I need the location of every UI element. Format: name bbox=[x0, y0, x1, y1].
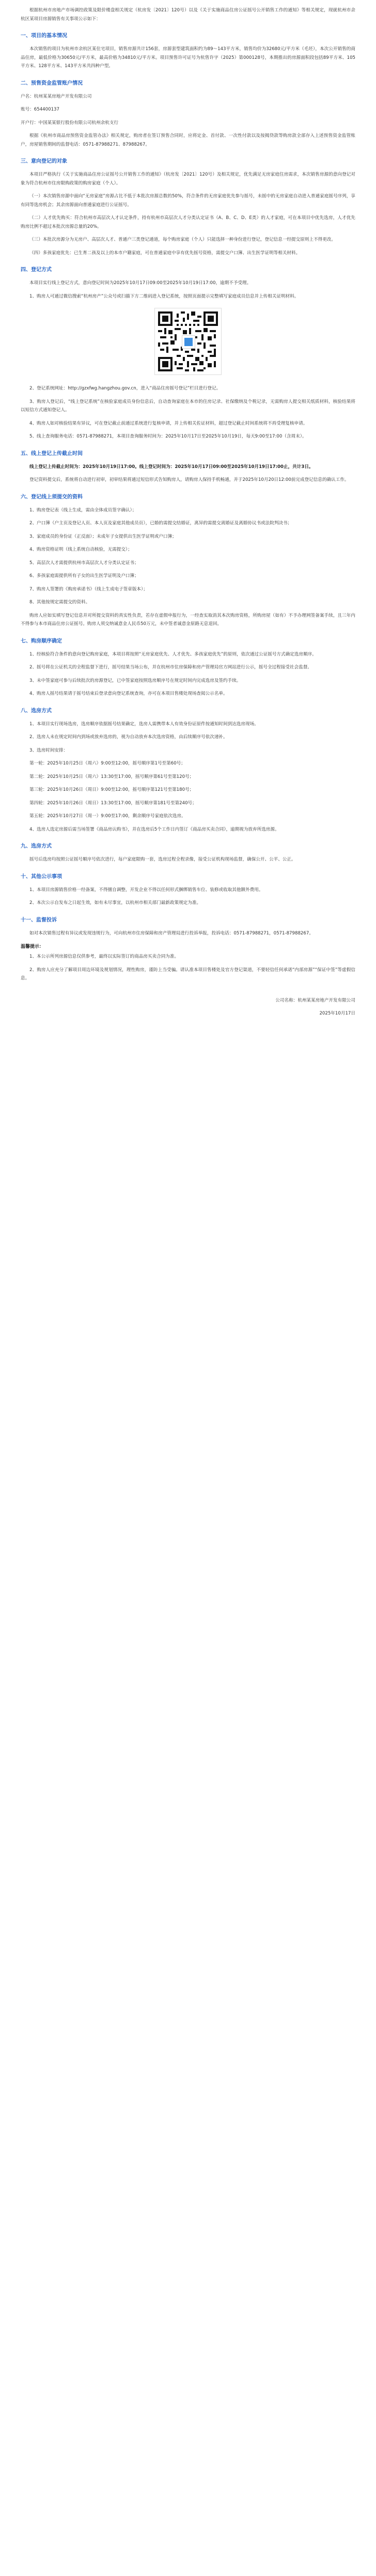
section-1-heading: 一、项目的基本情况 bbox=[21, 33, 67, 39]
section-9-p1: 摇号后选房均按照公证摇号顺序号依次进行，每户家庭限购一套，选房过程全程录像，接受公证机构现场监督，确保公开、公平、公正。 bbox=[29, 857, 296, 862]
section-6-extra: 购房人应如实填写登记信息并对所提交资料的真实性负责，若存在虚假申报行为，一经查实取消其本次购房资格，所购房屋（如有）不予办理网签备案手续，且三年内不得参与本市商品住房公证摇号。购房人须交纳诚意金人民币50万元，未中签者诚意金原路无息退回。 bbox=[21, 613, 355, 627]
section-5-p1: 线上登记上传截止时间为：2025年10月19日17:00。线上登记时间为：2025年10月17日09:00至2025年10月19日17:00止，共计3日。 bbox=[29, 464, 314, 470]
section-4b-p4: 5、线上查询服务电话：0571-87988271，本项目查询服务时间为：2025年10月17日至2025年10月19日，每天9:00至17:00（含周末）。 bbox=[29, 434, 307, 439]
section-4b-p1: 2、登记系统网址：http://gzxfwg.hangzhou.gov.cn，进入“商品住房摇号登记”栏目进行登记。 bbox=[29, 386, 221, 391]
signoff bbox=[21, 996, 355, 1018]
section-11-p1: 如对本次销售过程有异议或发现违规行为，可向杭州市住房保障和房产管理局进行投诉举报，投诉电话：0571-87988271，0571-87988267。 bbox=[29, 930, 314, 936]
section-6-item-1: 1、购房登记表（线上生成，需由全体成员签字确认）； bbox=[29, 507, 137, 513]
section-1-text: 本次销售的项目为杭州市余杭区某住宅项目，销售房源共计156套，房源套型建筑面积约为89～143平方米，销售均价为32680元/平方米（毛坯），本次公开销售的商品住房，最低价格为30650元/平方米，最高价格为34810元/平方米。项目预售许可证号为杭售许字（2025）第000128号，本期推出的房源面积段包括89平方米、105平方米、128平方米、143平方米共四种户型。 bbox=[21, 46, 355, 69]
section-10-p2: 2、本次公示自发布之日起生效，如有未尽事宜，以杭州市相关部门最新政策规定为准。 bbox=[29, 900, 201, 905]
section-5-heading: 五、线上登记上传截止时间 bbox=[21, 450, 83, 457]
section-7-heading: 七、购房顺序确定 bbox=[21, 638, 62, 644]
section-6-item-2: 2、户口簿（户主页及登记人页、本人页及家庭其他成员页），已婚的需提交结婚证，离异的需提交离婚证及离婚协议书或法院判决书； bbox=[29, 521, 292, 526]
account-name: 户名：杭州某某房地产开发有限公司 bbox=[21, 93, 92, 99]
section-6-item-4: 4、购房资格证明（线上系统自动核验，无需提交）； bbox=[29, 547, 132, 552]
signoff-date: 2025年10月17日 bbox=[319, 1011, 355, 1016]
section-8-round-1: 第一轮：2025年10月25日（周六）9:00至12:00，摇号顺序第1号至第60号； bbox=[29, 761, 185, 766]
section-3-p2: （一）本次销售房源中面向“无房家庭”房源占比不低于本批次房源总数的50%，符合条件的无房家庭优先参与摇号，未摇中的无房家庭自动进入普通家庭摇号序列，享有同等选房机会；其余房源面向普通家庭进行公证摇号。 bbox=[21, 194, 355, 208]
section-10-heading: 十、其他公示事项 bbox=[21, 873, 62, 880]
section-8-p2: 2、选房人未在规定时间内到场或放弃选房的，视为自动放弃本次选房资格，由后续顺序号依次递补。 bbox=[29, 735, 228, 740]
section-6-item-7: 7、购房人签署的《购房承诺书》（线上生成电子签章版本）； bbox=[29, 586, 148, 592]
section-8-round-4: 第四轮：2025年10月26日（周日）13:30至17:00，摇号顺序第181号至第240号； bbox=[29, 800, 197, 806]
section-7-p2: 2、摇号将在公证机关的全程监督下进行，摇号结果当场公布，并在杭州市住房保障和房产管理局官方网站进行公示，摇号全过程接受社会监督。 bbox=[29, 665, 312, 670]
signoff-company: 公司名称：杭州某某房地产开发有限公司 bbox=[275, 997, 355, 1003]
section-8-round-2: 第二轮：2025年10月25日（周六）13:30至17:00，摇号顺序第61号至第120号； bbox=[29, 774, 194, 779]
section-9-heading: 九、选房方式 bbox=[21, 844, 52, 849]
section-4-heading: 四、登记方式 bbox=[21, 267, 52, 273]
section-6-item-6: 6、多孩家庭需提供所有子女的出生医学证明及户口簿； bbox=[29, 573, 139, 579]
section-3-p3: （二）人才优先购买：符合杭州市高层次人才认定条件，持有杭州市高层次人才分类认定证书（A、B、C、D、E类）的人才家庭，可在本项目中优先选房，人才优先购房比例不超过本批次房源总量的20%。 bbox=[21, 215, 355, 229]
section-6-heading: 六、登记线上须提交的资料 bbox=[21, 494, 83, 500]
qr-code-container bbox=[21, 308, 355, 375]
section-7-p1: 1、经核验符合条件的意向登记购房家庭，本项目将按照“无房家庭优先、人才优先、多孩家庭优先”的原则，依次通过公证摇号方式确定选房顺序。 bbox=[29, 651, 317, 657]
section-6-item-5: 5、高层次人才需提供杭州市高层次人才分类认定证书； bbox=[29, 560, 139, 566]
section-10-p1: 1、本项目房源销售价格一经备案，不得擅自调整，开发企业不得以任何形式捆绑销售车位、装修或收取其他额外费用。 bbox=[29, 887, 263, 893]
section-11-heading: 十一、监督投诉 bbox=[21, 917, 57, 923]
section-4b-p3: 4、购房人如对核验结果有异议，可在登记截止前通过系统进行复核申请，并上传相关佐证材料，超过登记截止时间系统将不再受理复核申请。 bbox=[29, 420, 308, 426]
section-3-p1: 本项目严格执行《关于实施商品住房公证摇号公开销售工作的通知》（杭房发〔2021〕120号）及相关规定，优先满足无房家庭住房需求，本次销售房源的意向登记对象为符合杭州市住房限购政策的购房家庭（个人）。 bbox=[21, 172, 355, 186]
qr-logo-icon bbox=[182, 335, 195, 349]
section-4b-p2: 3、购房人登记后，“线上登记系统”在核验家庭成员身份信息后，自动查询家庭在本市的住房记录、社保缴纳及个税记录，无需购房人提交相关纸质材料，核验结果将以短信方式通知登记人。 bbox=[21, 399, 355, 413]
section-6-item-8: 8、其他按规定需提交的资料。 bbox=[29, 600, 90, 605]
section-6-item-3: 3、家庭成员的身份证（正反面）；未成年子女提供出生医学证明或户口簿； bbox=[29, 534, 177, 539]
section-8-heading: 八、选房方式 bbox=[21, 708, 52, 714]
warm-tips-heading: 温馨提示： bbox=[21, 944, 44, 949]
section-8-p3: 3、选房时间安排： bbox=[29, 747, 68, 753]
section-8-p4: 4、选房人选定房源后需当场签署《商品房认购书》，并在选房后5个工作日内签订《商品房买卖合同》，逾期视为放弃所选房源。 bbox=[29, 826, 279, 832]
section-8-p1: 1、本项目实行现场选房，选房顺序依据摇号结果确定，选房人需携带本人有效身份证原件按通知时间到达选房现场。 bbox=[29, 721, 259, 727]
section-7-p4: 4、购房人摇号结果请于摇号结束后登录意向登记系统查询，亦可在本项目售楼处现场查阅公示名单。 bbox=[29, 691, 228, 696]
qr-code[interactable] bbox=[154, 308, 222, 375]
section-8-round-5: 第五轮：2025年10月27日（周一）9:00至17:00，剩余顺序号家庭依次选房。 bbox=[29, 814, 186, 819]
section-4-p2: 1、购房人可通过微信搜索“杭州房产”公众号或扫描下方二维码进入登记系统，按照页面提示完整填写家庭成员信息并上传相关证明材料。 bbox=[29, 293, 299, 299]
section-3-p4: （三）本批次房源分为无房户、高层次人才、普通户三类登记通道，每个购房家庭（个人）只能选择一种身份进行登记，登记信息一经提交原则上不得更改。 bbox=[29, 237, 336, 242]
section-2-heading: 二、预售资金监管账户情况 bbox=[21, 80, 83, 86]
account-number: 账号：654400137 bbox=[21, 107, 59, 112]
warm-tip-1: 1、本公示所列房源信息仅供参考，最终以实际签订的商品房买卖合同为准。 bbox=[29, 954, 179, 959]
section-7-p3: 3、未中签家庭可参与后续批次的房源登记，已中签家庭按照选房顺序号在规定时间内完成选房及签约手续。 bbox=[29, 678, 241, 683]
account-bank: 开户行：中国某某银行股份有限公司杭州余杭支行 bbox=[21, 120, 119, 126]
section-5-p2: 登记资料提交后，系统将自动进行初审，初审结果将通过短信形式告知购房人，请购房人保持手机畅通，并于2025年10月20日12:00前完成登记信息的确认工作。 bbox=[29, 477, 349, 482]
section-3-heading: 三、意向登记的对象 bbox=[21, 159, 67, 164]
intro-paragraph: 根据杭州市房地产市场调控政策及限价楼盘相关规定（杭房发〔2021〕120号）以及《关于实施商品住房公证摇号公开销售工作的通知》等相关规定，现就杭州市余杭区某项目房源销售有关事项公示如下： bbox=[21, 8, 355, 22]
section-8-round-3: 第三轮：2025年10月26日（周日）9:00至12:00，摇号顺序第121号至第180号； bbox=[29, 787, 194, 792]
warm-tip-2: 2、购房人应充分了解项目周边环境及规划情况，理性购房，谨防上当受骗。请认准本项目售楼处及官方登记渠道，不要轻信任何承诺“内部房源”“保证中签”等虚假信息。 bbox=[21, 967, 355, 981]
section-3-p5: （四）多孩家庭优先：已生育二孩及以上的本市户籍家庭，可在普通家庭中享有优先摇号资格，需提交户口簿、出生医学证明等相关材料。 bbox=[29, 250, 301, 256]
section-2-extra: 根据《杭州市商品房预售资金监管办法》相关规定，购房者在签订预售合同时，应将定金、首付款、一次性付款以及按揭贷款等购房款全部存入上述预售资金监管账户，房屋销售期间的监督电话：0571-87988271、87988267。 bbox=[21, 133, 355, 147]
section-4-p1: 本项目实行线上登记方式，意向登记时间为2025年10月17日09:00至2025年10月19日17:00，逾期不予受理。 bbox=[29, 280, 252, 286]
